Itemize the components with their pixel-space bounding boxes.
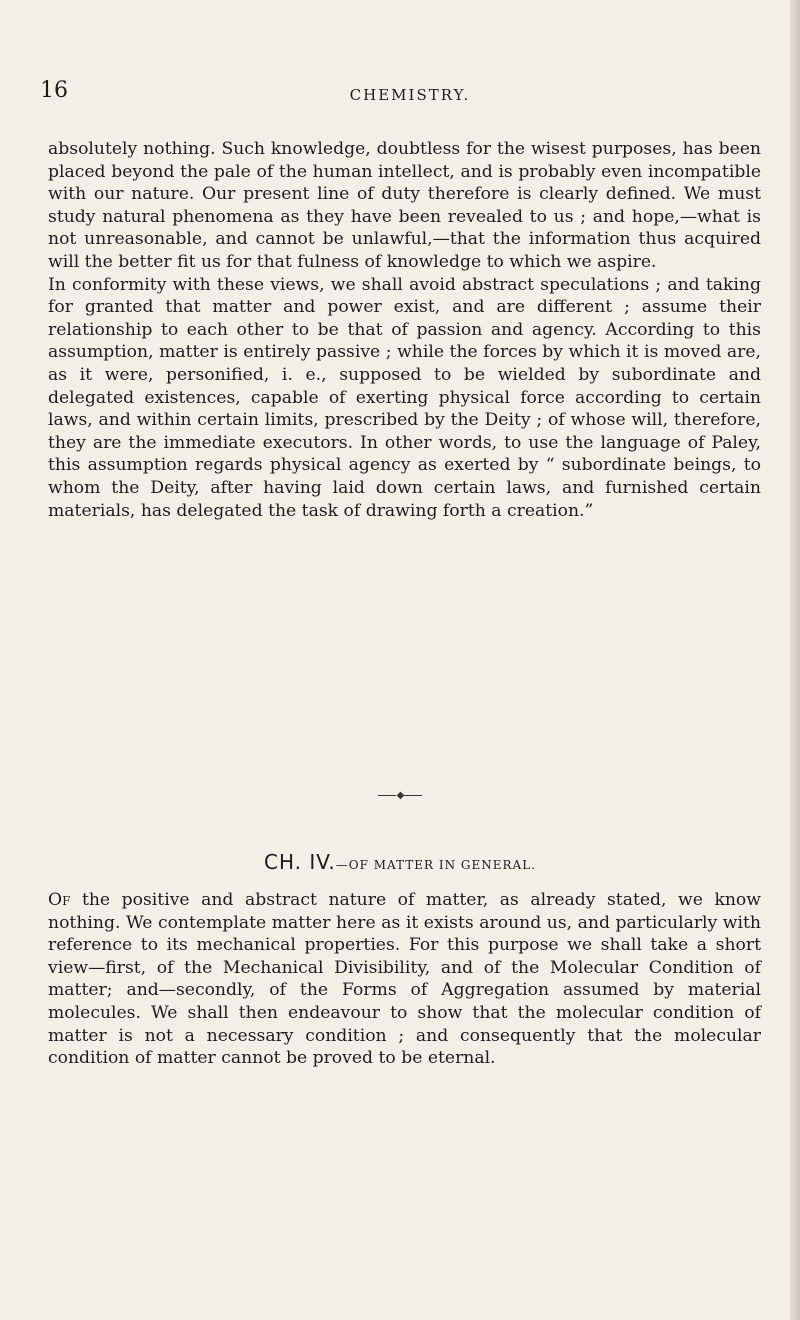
page-header [40,78,780,114]
page-edge [790,0,800,1320]
chapter-body [48,889,761,1070]
page-number: 16 [40,78,68,103]
body-text [48,138,761,522]
running-title: CHEMISTRY. [349,86,471,104]
divider-rule-right [404,795,422,796]
chapter-paragraph [48,889,761,1070]
divider-rule-left [378,795,396,796]
paragraph-2: In conformity with these views, we shall avoid abstract speculations ; and taking for granted that matter and power exist, and are different ; assume their relationship to each other to be that of passion and agency. According to this assumption, matter is entirely passive ; while the forces by which it is moved are, as it were, personified, i. e., supposed to be wielded by subordinate and delegated existences, capable of exerting physical force according to certain laws, and within certain limits, prescribed by the Deity ; of whose will, therefore, they are the immediate executors. In other words, to use the language of Paley, this assumption regards physical agency as exerted by “ subordinate beings, to whom the Deity, after having laid down certain laws, and furnished certain materials, has delegated the task of drawing forth a creation.” [48,274,761,521]
diamond-ornament-icon: ◆ [396,789,404,801]
chapter-title: —OF MATTER IN GENERAL. [335,858,536,872]
opening-word: Of [48,890,71,910]
paragraph-1: absolutely nothing. Such knowledge, doubtless for the wisest purposes, has been placed beyond the pale of the human intellect, and is probably even incompatible with our nature. Our present line of duty therefore is clearly defined. We must study natural phenomena as they have been revealed to us ; and hope,—what is not unreasonable, and cannot be unlawful,—that the information thus acquired will the better fit us for that fulness of knowledge to which we aspire. [48,139,761,272]
chapter-paragraph-text: the positive and abstract nature of matter, as already stated, we know nothing. We contemplate matter here as it exists around us, and particularly with reference to its mechanical properties. For this purpose we shall take a short view—first, of the Mechanical Divisibility, and of the Molecular Condition of matter; and—secondly, of the Forms of Aggregation assumed by material molecules. We shall then endeavour to show that the molecular condition of matter is not a necessary condition ; and consequently that the molecular condition of matter cannot be proved to be eternal. [48,890,761,1069]
chapter-heading [0,850,800,874]
section-divider [0,787,800,803]
chapter-number: CH. IV. [264,850,336,874]
